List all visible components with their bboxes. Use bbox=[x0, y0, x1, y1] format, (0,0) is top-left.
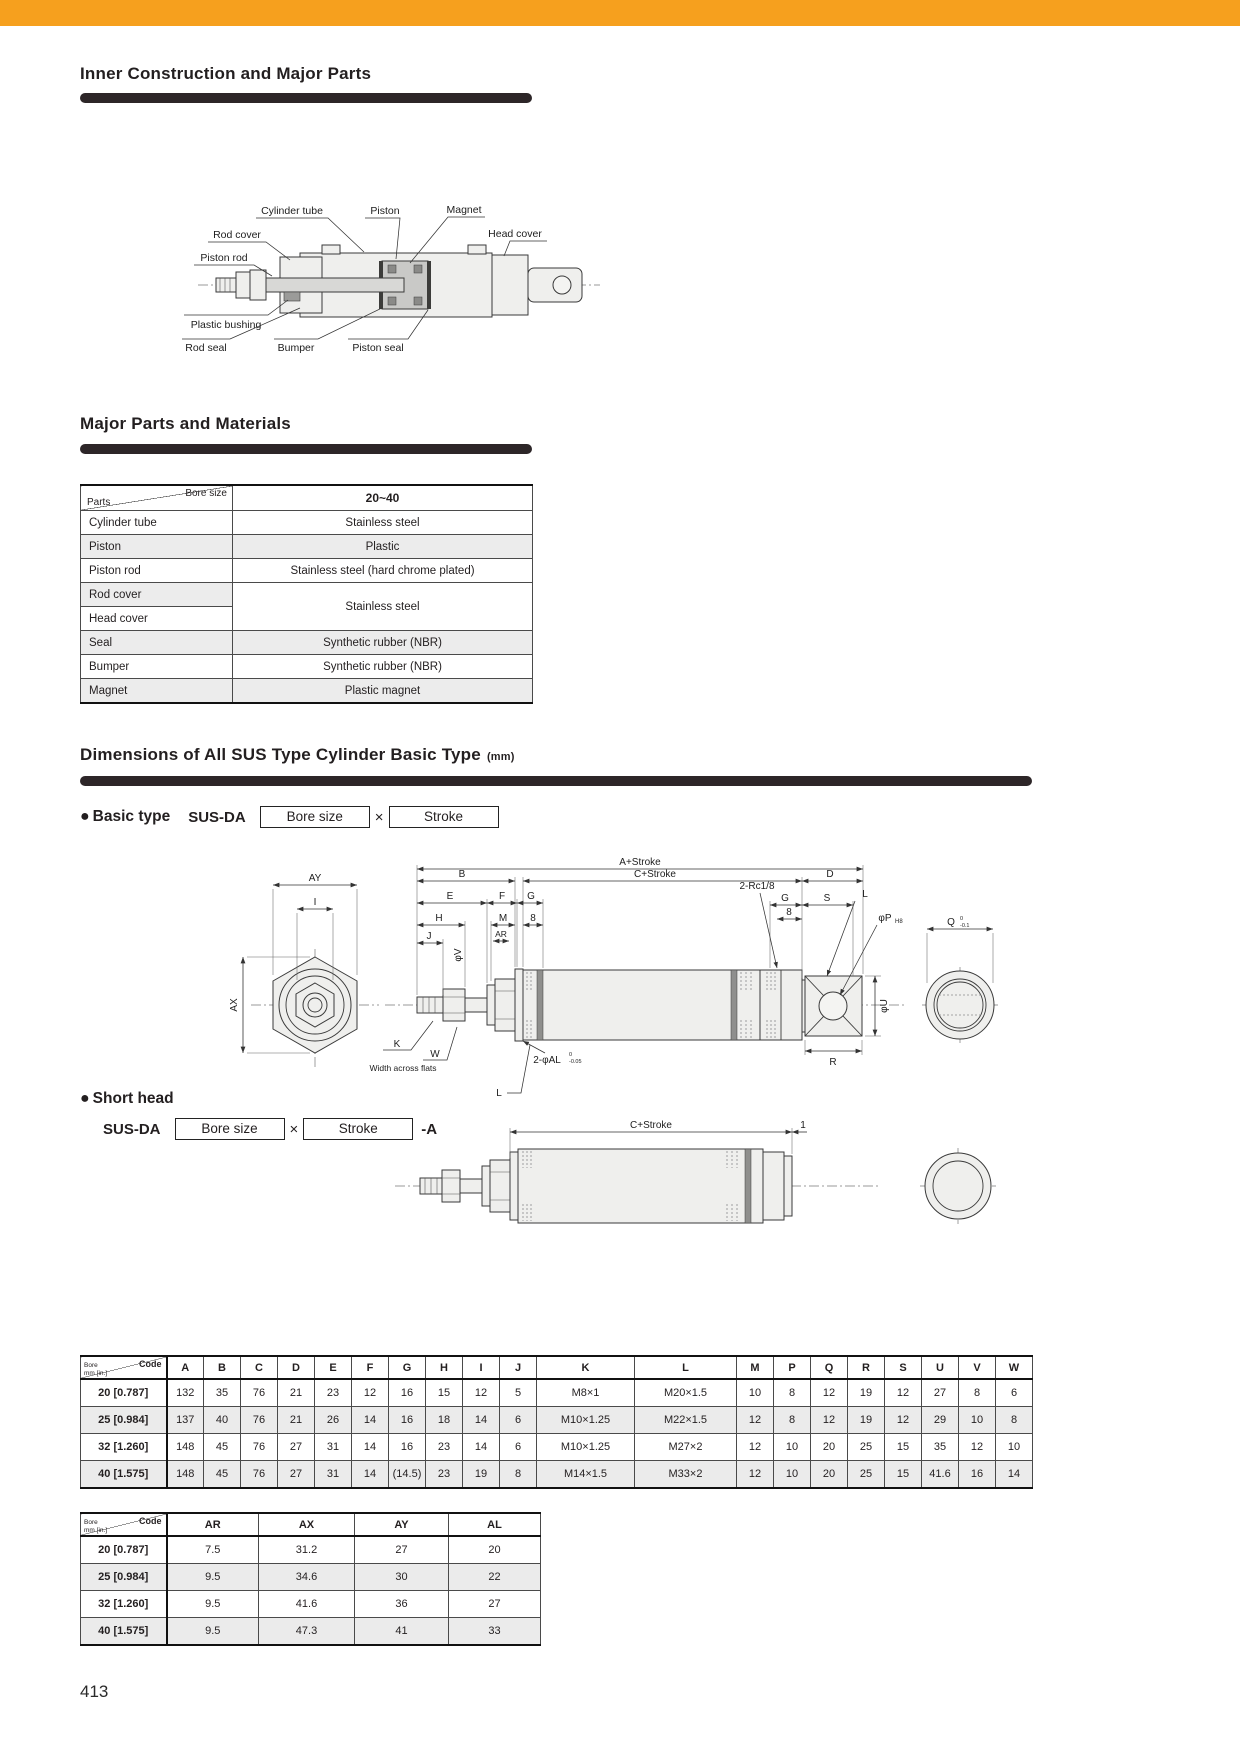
materials-table-wrap bbox=[80, 484, 533, 704]
table-cell: 19 bbox=[463, 1461, 500, 1489]
table-cell: 12 bbox=[811, 1407, 848, 1434]
dim-rc: 2-Rc1/8 bbox=[739, 881, 775, 892]
table-cell: 8 bbox=[500, 1461, 537, 1489]
table-cell: 27 bbox=[355, 1536, 449, 1564]
dim-phi-p-sub: H8 bbox=[895, 919, 903, 925]
table-cell: 10 bbox=[774, 1461, 811, 1489]
table-cell: 12 bbox=[463, 1379, 500, 1407]
column-header: M bbox=[737, 1356, 774, 1379]
dim-ay: AY bbox=[308, 873, 322, 884]
table-cell: 20 bbox=[811, 1461, 848, 1489]
table-cell: 16 bbox=[389, 1379, 426, 1407]
table-cell: 8 bbox=[959, 1379, 996, 1407]
row-header: 40 [1.575] bbox=[81, 1461, 167, 1489]
table-cell: 16 bbox=[389, 1434, 426, 1461]
aux-table-wrap bbox=[80, 1512, 541, 1646]
table-cell: 16 bbox=[959, 1461, 996, 1489]
corner-bore: Bore bbox=[84, 1362, 98, 1369]
table-cell: 45 bbox=[204, 1434, 241, 1461]
column-header: G bbox=[389, 1356, 426, 1379]
basic-model: SUS-DA bbox=[188, 808, 246, 826]
table-row bbox=[81, 1461, 1033, 1489]
short-head-line bbox=[80, 1090, 192, 1108]
column-header: S bbox=[885, 1356, 922, 1379]
table-cell: 15 bbox=[885, 1434, 922, 1461]
hex-end-view bbox=[229, 873, 379, 1069]
material-value: Plastic magnet bbox=[233, 679, 533, 704]
dim-l-bottom: L bbox=[496, 1088, 502, 1099]
table-row bbox=[81, 1407, 1033, 1434]
bore-size-box: Bore size bbox=[260, 806, 370, 828]
dim-al: 2-φAL bbox=[533, 1055, 561, 1066]
inner-construction-diagram bbox=[138, 168, 620, 358]
column-header: W bbox=[996, 1356, 1033, 1379]
dim-l-right: L bbox=[862, 889, 868, 900]
dim-e: E bbox=[446, 891, 454, 902]
dim-8-right: 8 bbox=[786, 907, 792, 918]
table-row bbox=[81, 1434, 1033, 1461]
table-row bbox=[81, 1536, 541, 1564]
table-cell: 148 bbox=[167, 1461, 204, 1489]
label-piston: Piston bbox=[370, 205, 400, 217]
corner-bore-size: Bore size bbox=[185, 488, 227, 499]
table-cell: 16 bbox=[389, 1407, 426, 1434]
table-cell: 31.2 bbox=[259, 1536, 355, 1564]
part-name: Piston rod bbox=[81, 559, 233, 583]
table-cell: 9.5 bbox=[167, 1564, 259, 1591]
cylinder-side-view bbox=[385, 969, 905, 1041]
label-cylinder-tube: Cylinder tube bbox=[261, 205, 323, 217]
table-cell: M20×1.5 bbox=[635, 1379, 737, 1407]
table-cell: M10×1.25 bbox=[537, 1407, 635, 1434]
part-name: Bumper bbox=[81, 655, 233, 679]
short-model: SUS-DA bbox=[103, 1120, 161, 1138]
section-bar bbox=[80, 93, 532, 103]
dim-ar: AR bbox=[495, 929, 507, 939]
table-cell: M14×1.5 bbox=[537, 1461, 635, 1489]
table-cell: 8 bbox=[996, 1407, 1033, 1434]
table-cell: 12 bbox=[959, 1434, 996, 1461]
column-header: E bbox=[315, 1356, 352, 1379]
column-header: AX bbox=[259, 1513, 355, 1536]
table-cell: 29 bbox=[922, 1407, 959, 1434]
basic-type-line bbox=[80, 806, 501, 828]
dim-g2: G bbox=[781, 893, 789, 904]
table-cell: 12 bbox=[352, 1379, 389, 1407]
cylinder-cross-section bbox=[198, 245, 600, 317]
part-name: Rod cover bbox=[81, 583, 233, 607]
table-cell: 41 bbox=[355, 1618, 449, 1646]
column-header: A bbox=[167, 1356, 204, 1379]
bore-size-box: Bore size bbox=[175, 1118, 285, 1140]
row-header: 25 [0.984] bbox=[81, 1407, 167, 1434]
table-cell: 27 bbox=[278, 1461, 315, 1489]
column-header: K bbox=[537, 1356, 635, 1379]
table-cell: 76 bbox=[241, 1434, 278, 1461]
circular-end-view bbox=[922, 967, 998, 1043]
column-header: B bbox=[204, 1356, 241, 1379]
table-cell: 21 bbox=[278, 1379, 315, 1407]
dim-al-tol-bot: -0.05 bbox=[569, 1059, 582, 1065]
stroke-box: Stroke bbox=[303, 1118, 413, 1140]
table-cell: 76 bbox=[241, 1379, 278, 1407]
dim-w: W bbox=[430, 1049, 440, 1060]
corner-code: Code bbox=[139, 1516, 162, 1526]
table-cell: 15 bbox=[426, 1379, 463, 1407]
aux-dimension-table bbox=[80, 1512, 541, 1646]
dim-h: H bbox=[435, 913, 443, 924]
section-title-dimensions bbox=[80, 745, 515, 765]
column-header: AL bbox=[449, 1513, 541, 1536]
table-cell: 5 bbox=[500, 1379, 537, 1407]
table-cell: 18 bbox=[426, 1407, 463, 1434]
corner-code: Code bbox=[139, 1359, 162, 1369]
part-name: Seal bbox=[81, 631, 233, 655]
table-cell: 10 bbox=[996, 1434, 1033, 1461]
table-cell: 19 bbox=[848, 1379, 885, 1407]
dim-q-tol-top: 0 bbox=[960, 916, 964, 922]
basic-type-label: Basic type bbox=[92, 808, 171, 825]
table-cell: 14 bbox=[996, 1461, 1033, 1489]
dim-phi-v: φV bbox=[453, 948, 464, 962]
table-cell: 10 bbox=[774, 1434, 811, 1461]
material-value: Stainless steel (hard chrome plated) bbox=[233, 559, 533, 583]
materials-corner-cell bbox=[81, 485, 233, 511]
row-header: 40 [1.575] bbox=[81, 1618, 167, 1646]
table-cell: 12 bbox=[811, 1379, 848, 1407]
suffix-a: -A bbox=[421, 1120, 438, 1138]
corner-bore: Bore bbox=[84, 1519, 98, 1526]
label-piston-rod: Piston rod bbox=[200, 252, 248, 264]
row-header: 20 [0.787] bbox=[81, 1379, 167, 1407]
dim-d: D bbox=[826, 869, 834, 880]
top-accent-bar bbox=[0, 0, 1240, 26]
column-header: F bbox=[352, 1356, 389, 1379]
table-cell: 27 bbox=[278, 1434, 315, 1461]
dim-b: B bbox=[458, 869, 466, 880]
label-plastic-bushing: Plastic bushing bbox=[190, 319, 262, 331]
table-cell: 137 bbox=[167, 1407, 204, 1434]
column-header: AY bbox=[355, 1513, 449, 1536]
section-bar bbox=[80, 444, 532, 454]
section-title-materials: Major Parts and Materials bbox=[80, 414, 291, 433]
table-cell: (14.5) bbox=[389, 1461, 426, 1489]
material-value: Stainless steel bbox=[233, 511, 533, 535]
table-cell: 47.3 bbox=[259, 1618, 355, 1646]
table-cell: 41.6 bbox=[259, 1591, 355, 1618]
short-head-side-view bbox=[395, 1149, 880, 1223]
table-cell: 10 bbox=[959, 1407, 996, 1434]
dim-c-stroke: C+Stroke bbox=[634, 869, 676, 880]
table-cell: 14 bbox=[463, 1407, 500, 1434]
table-cell: 15 bbox=[885, 1461, 922, 1489]
table-cell: 25 bbox=[848, 1434, 885, 1461]
dim-al-tol-top: 0 bbox=[569, 1052, 573, 1058]
table-cell: M8×1 bbox=[537, 1379, 635, 1407]
table-cell: 20 bbox=[449, 1536, 541, 1564]
dim-k: K bbox=[393, 1039, 401, 1050]
column-header: R bbox=[848, 1356, 885, 1379]
dim-m: M bbox=[498, 913, 508, 924]
table-cell: 6 bbox=[500, 1407, 537, 1434]
dim-1: 1 bbox=[800, 1120, 806, 1131]
table-cell: 23 bbox=[315, 1379, 352, 1407]
dimension-table bbox=[80, 1355, 1033, 1489]
column-header: D bbox=[278, 1356, 315, 1379]
table-cell: 25 bbox=[848, 1461, 885, 1489]
corner-mm-in: mm [in.] bbox=[84, 1527, 108, 1534]
column-header: Q bbox=[811, 1356, 848, 1379]
label-rod-seal: Rod seal bbox=[185, 342, 227, 354]
dim-q-tol-bot: -0.1 bbox=[960, 923, 970, 929]
basic-type-drawing bbox=[225, 855, 1065, 1105]
material-value: Plastic bbox=[233, 535, 533, 559]
table-cell: 12 bbox=[737, 1461, 774, 1489]
column-header: H bbox=[426, 1356, 463, 1379]
table-cell: M27×2 bbox=[635, 1434, 737, 1461]
table-cell: 12 bbox=[737, 1434, 774, 1461]
table-cell: 34.6 bbox=[259, 1564, 355, 1591]
part-name: Magnet bbox=[81, 679, 233, 704]
label-rod-cover: Rod cover bbox=[213, 229, 261, 241]
dim-i: I bbox=[313, 897, 317, 908]
table-cell: 35 bbox=[922, 1434, 959, 1461]
table-row bbox=[81, 1618, 541, 1646]
table-cell: 6 bbox=[500, 1434, 537, 1461]
label-magnet: Magnet bbox=[446, 204, 482, 216]
table-cell: 7.5 bbox=[167, 1536, 259, 1564]
section-title-inner-construction: Inner Construction and Major Parts bbox=[80, 64, 372, 83]
short-head-end-view bbox=[920, 1148, 996, 1224]
header-row bbox=[81, 1513, 541, 1536]
section-bar bbox=[80, 776, 1032, 786]
material-value: Stainless steel bbox=[233, 583, 533, 631]
part-name: Piston bbox=[81, 535, 233, 559]
table-cell: 14 bbox=[352, 1461, 389, 1489]
part-name: Cylinder tube bbox=[81, 511, 233, 535]
materials-table bbox=[80, 484, 533, 704]
table-cell: 132 bbox=[167, 1379, 204, 1407]
table-cell: 30 bbox=[355, 1564, 449, 1591]
times-sign: × bbox=[289, 1120, 299, 1138]
table-corner-cell bbox=[81, 1356, 167, 1379]
table-cell: 31 bbox=[315, 1434, 352, 1461]
dimension-table-wrap bbox=[80, 1355, 1033, 1489]
label-piston-seal: Piston seal bbox=[352, 342, 404, 354]
short-head-label: Short head bbox=[92, 1090, 174, 1107]
table-cell: 8 bbox=[774, 1379, 811, 1407]
table-cell: 14 bbox=[352, 1434, 389, 1461]
dim-q: Q bbox=[947, 917, 955, 928]
dim-g: G bbox=[527, 891, 535, 902]
column-header: P bbox=[774, 1356, 811, 1379]
column-header: J bbox=[500, 1356, 537, 1379]
dimensions-title: Dimensions of All SUS Type Cylinder Basic Type bbox=[80, 745, 481, 764]
table-cell: 12 bbox=[737, 1407, 774, 1434]
row-header: 25 [0.984] bbox=[81, 1564, 167, 1591]
bullet-icon: ● bbox=[80, 1090, 90, 1107]
table-row bbox=[81, 1379, 1033, 1407]
table-cell: 40 bbox=[204, 1407, 241, 1434]
table-cell: M10×1.25 bbox=[537, 1434, 635, 1461]
bore-range-header: 20~40 bbox=[233, 485, 533, 511]
table-cell: 26 bbox=[315, 1407, 352, 1434]
table-row bbox=[81, 1591, 541, 1618]
table-cell: 45 bbox=[204, 1461, 241, 1489]
dim-phi-p: φP bbox=[878, 913, 892, 924]
dim-ax: AX bbox=[229, 998, 240, 1012]
row-header: 20 [0.787] bbox=[81, 1536, 167, 1564]
label-bumper: Bumper bbox=[277, 342, 315, 354]
corner-mm-in: mm [in.] bbox=[84, 1370, 108, 1377]
table-cell: 14 bbox=[352, 1407, 389, 1434]
material-value: Synthetic rubber (NBR) bbox=[233, 631, 533, 655]
dim-8: 8 bbox=[530, 913, 536, 924]
table-cell: 9.5 bbox=[167, 1618, 259, 1646]
dim-s: S bbox=[823, 893, 831, 904]
table-cell: 23 bbox=[426, 1434, 463, 1461]
table-cell: 23 bbox=[426, 1461, 463, 1489]
table-cell: 27 bbox=[922, 1379, 959, 1407]
table-cell: 27 bbox=[449, 1591, 541, 1618]
table-cell: 8 bbox=[774, 1407, 811, 1434]
table-cell: 22 bbox=[449, 1564, 541, 1591]
table-corner-cell bbox=[81, 1513, 167, 1536]
table-cell: 12 bbox=[885, 1379, 922, 1407]
table-cell: 76 bbox=[241, 1461, 278, 1489]
table-cell: 35 bbox=[204, 1379, 241, 1407]
dim-r: R bbox=[829, 1057, 837, 1068]
stroke-box: Stroke bbox=[389, 806, 499, 828]
page-number: 413 bbox=[80, 1682, 109, 1701]
table-cell: 76 bbox=[241, 1407, 278, 1434]
table-cell: 41.6 bbox=[922, 1461, 959, 1489]
table-cell: 36 bbox=[355, 1591, 449, 1618]
dim-f: F bbox=[498, 891, 506, 902]
column-header: C bbox=[241, 1356, 278, 1379]
times-sign: × bbox=[374, 808, 384, 826]
row-header: 32 [1.260] bbox=[81, 1591, 167, 1618]
table-cell: 9.5 bbox=[167, 1591, 259, 1618]
corner-parts: Parts bbox=[87, 497, 111, 508]
dim-c-stroke-short: C+Stroke bbox=[630, 1120, 672, 1131]
table-cell: 33 bbox=[449, 1618, 541, 1646]
dim-j: J bbox=[426, 931, 432, 942]
table-cell: 148 bbox=[167, 1434, 204, 1461]
table-cell: 21 bbox=[278, 1407, 315, 1434]
row-header: 32 [1.260] bbox=[81, 1434, 167, 1461]
column-header: V bbox=[959, 1356, 996, 1379]
material-value: Synthetic rubber (NBR) bbox=[233, 655, 533, 679]
table-cell: M22×1.5 bbox=[635, 1407, 737, 1434]
bullet-icon: ● bbox=[80, 808, 90, 825]
table-cell: 19 bbox=[848, 1407, 885, 1434]
table-cell: 12 bbox=[885, 1407, 922, 1434]
table-cell: 10 bbox=[737, 1379, 774, 1407]
column-header: I bbox=[463, 1356, 500, 1379]
table-cell: 14 bbox=[463, 1434, 500, 1461]
part-name: Head cover bbox=[81, 607, 233, 631]
column-header: AR bbox=[167, 1513, 259, 1536]
table-cell: 31 bbox=[315, 1461, 352, 1489]
dim-phi-u: φU bbox=[879, 999, 890, 1013]
table-row bbox=[81, 1564, 541, 1591]
label-width-across-flats: Width across flats bbox=[369, 1063, 437, 1073]
column-header: U bbox=[922, 1356, 959, 1379]
header-row bbox=[81, 1356, 1033, 1379]
dim-a-stroke: A+Stroke bbox=[619, 857, 661, 868]
table-cell: 6 bbox=[996, 1379, 1033, 1407]
label-head-cover: Head cover bbox=[488, 228, 542, 240]
column-header: L bbox=[635, 1356, 737, 1379]
unit-label: (mm) bbox=[486, 751, 515, 763]
table-cell: M33×2 bbox=[635, 1461, 737, 1489]
short-head-drawing bbox=[295, 1118, 1035, 1263]
table-cell: 20 bbox=[811, 1434, 848, 1461]
